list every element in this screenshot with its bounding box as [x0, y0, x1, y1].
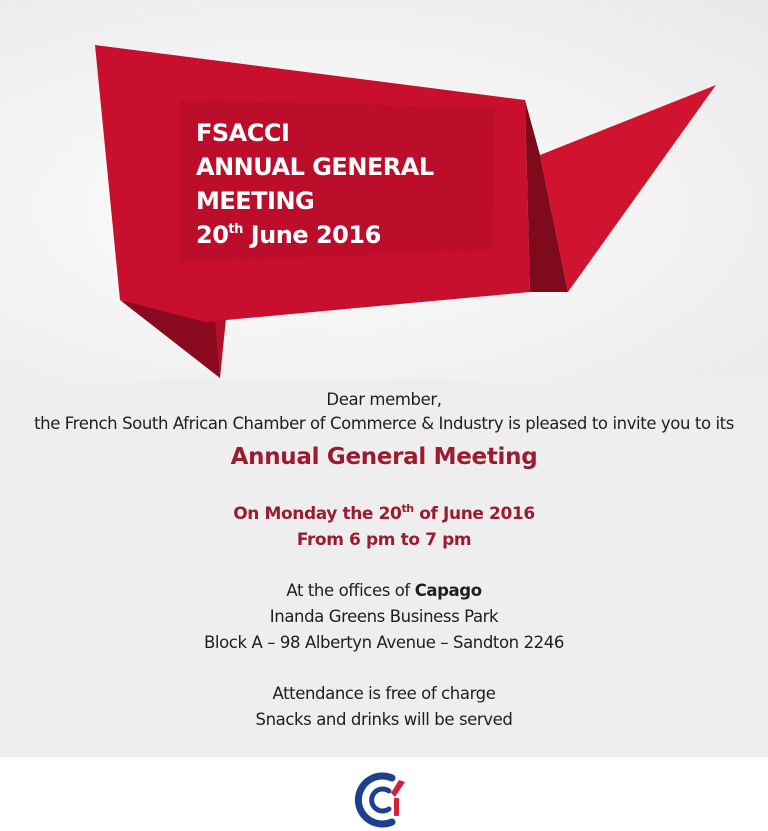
cci-logo-icon	[347, 769, 417, 831]
banner-date-rest: June 2016	[242, 221, 381, 249]
banner-title-line2: ANNUAL GENERAL	[196, 153, 434, 181]
header-banner	[0, 0, 768, 380]
event-name: Annual General Meeting	[230, 444, 538, 470]
event-date-sup: th	[401, 502, 414, 515]
banner-title	[196, 116, 434, 252]
refreshments-note: Snacks and drinks will be served	[255, 710, 513, 729]
banner-title-line1: FSACCI	[196, 119, 290, 147]
intro-text: the French South African Chamber of Commerce & Industry is pleased to invite you to its	[34, 414, 734, 433]
banner-date-day: 20	[196, 221, 229, 249]
banner-title-line3: MEETING	[196, 187, 315, 215]
event-date-prefix: On Monday the 20	[233, 504, 402, 524]
venue-line1	[0, 581, 768, 600]
banner-date	[196, 218, 434, 252]
event-date	[0, 504, 768, 524]
attendance-note: Attendance is free of charge	[272, 684, 496, 703]
banner-date-sup: th	[228, 222, 243, 237]
greeting: Dear member,	[326, 390, 442, 409]
ribbon-right-tail	[540, 85, 716, 292]
footer-logo-strip	[0, 757, 768, 831]
venue-prefix: At the offices of	[286, 581, 415, 600]
event-date-suffix: of June 2016	[413, 504, 535, 524]
venue-line2: Inanda Greens Business Park	[269, 607, 499, 626]
venue-line3: Block A – 98 Albertyn Avenue – Sandton 2246	[204, 633, 564, 652]
venue-name: Capago	[414, 581, 482, 600]
event-time: From 6 pm to 7 pm	[296, 530, 472, 550]
invitation-body	[0, 380, 768, 757]
